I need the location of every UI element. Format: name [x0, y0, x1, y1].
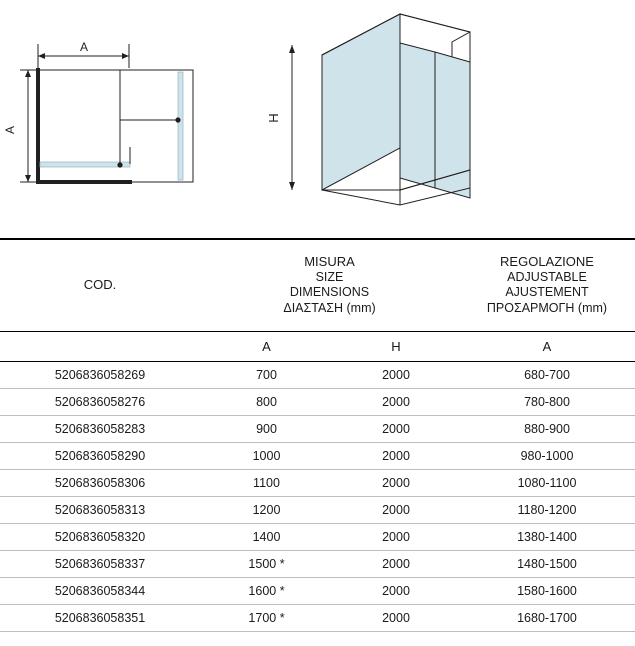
table-row — [0, 604, 635, 631]
plan-view-drawing — [0, 0, 260, 238]
row-cod: 5206836058351 — [0, 604, 200, 631]
row-h: 2000 — [333, 496, 459, 523]
table-row — [0, 361, 635, 388]
row-a: 700 — [200, 361, 333, 388]
isometric-view-drawing — [260, 0, 635, 238]
row-a: 1000 — [200, 442, 333, 469]
header-misura — [200, 239, 459, 331]
header-misura-line4: ΔΙΑΣΤΑΣΗ (mm) — [283, 300, 376, 315]
row-a: 1400 — [200, 523, 333, 550]
iso-label-h: H — [266, 113, 281, 123]
row-reg: 1680-1700 — [459, 604, 635, 631]
header-cod — [0, 239, 200, 331]
row-cod: 5206836058269 — [0, 361, 200, 388]
row-h: 2000 — [333, 469, 459, 496]
technical-drawings-area — [0, 0, 635, 238]
row-a: 1600 * — [200, 577, 333, 604]
header-regolazione-line1: REGOLAZIONE — [500, 254, 594, 270]
table-row — [0, 469, 635, 496]
row-cod: 5206836058313 — [0, 496, 200, 523]
header-misura-line3: DIMENSIONS — [289, 285, 370, 300]
row-reg: 1380-1400 — [459, 523, 635, 550]
table-subheader-row — [0, 331, 635, 361]
row-h: 2000 — [333, 388, 459, 415]
header-regolazione-line3: AJUSTEMENT — [505, 285, 589, 300]
row-a: 1500 * — [200, 550, 333, 577]
subheader-h: H — [333, 331, 459, 361]
row-a: 1700 * — [200, 604, 333, 631]
subheader-a: A — [200, 331, 333, 361]
table-row — [0, 442, 635, 469]
row-a: 800 — [200, 388, 333, 415]
row-a: 900 — [200, 415, 333, 442]
row-cod: 5206836058306 — [0, 469, 200, 496]
row-reg: 680-700 — [459, 361, 635, 388]
header-regolazione-line4: ΠΡΟΣΑΡΜΟΓΗ (mm) — [486, 300, 608, 315]
table-row — [0, 496, 635, 523]
table-row — [0, 523, 635, 550]
table-row — [0, 550, 635, 577]
header-cod-label: COD. — [83, 277, 117, 292]
row-h: 2000 — [333, 415, 459, 442]
table-header-row — [0, 239, 635, 331]
subheader-blank — [0, 331, 200, 361]
row-reg: 980-1000 — [459, 442, 635, 469]
row-reg: 780-800 — [459, 388, 635, 415]
row-reg: 880-900 — [459, 415, 635, 442]
header-regolazione — [459, 239, 635, 331]
table-row — [0, 577, 635, 604]
row-cod: 5206836058337 — [0, 550, 200, 577]
table-row — [0, 388, 635, 415]
row-cod: 5206836058290 — [0, 442, 200, 469]
header-regolazione-line2: ADJUSTABLE — [507, 269, 587, 284]
row-a: 1100 — [200, 469, 333, 496]
specification-table — [0, 238, 635, 632]
row-a: 1200 — [200, 496, 333, 523]
subheader-reg-a: A — [459, 331, 635, 361]
row-h: 2000 — [333, 604, 459, 631]
row-cod: 5206836058283 — [0, 415, 200, 442]
table-body — [0, 361, 635, 631]
row-cod: 5206836058320 — [0, 523, 200, 550]
header-misura-line2: SIZE — [315, 269, 344, 284]
table-row — [0, 415, 635, 442]
plan-label-a-top: A — [79, 40, 89, 54]
row-reg: 1580-1600 — [459, 577, 635, 604]
plan-label-a-left: A — [3, 125, 17, 135]
header-misura-line1: MISURA — [304, 254, 355, 270]
row-h: 2000 — [333, 361, 459, 388]
row-reg: 1080-1100 — [459, 469, 635, 496]
row-h: 2000 — [333, 442, 459, 469]
row-cod: 5206836058344 — [0, 577, 200, 604]
row-h: 2000 — [333, 577, 459, 604]
specification-table-area — [0, 238, 635, 632]
row-reg: 1180-1200 — [459, 496, 635, 523]
row-h: 2000 — [333, 550, 459, 577]
row-cod: 5206836058276 — [0, 388, 200, 415]
row-h: 2000 — [333, 523, 459, 550]
row-reg: 1480-1500 — [459, 550, 635, 577]
